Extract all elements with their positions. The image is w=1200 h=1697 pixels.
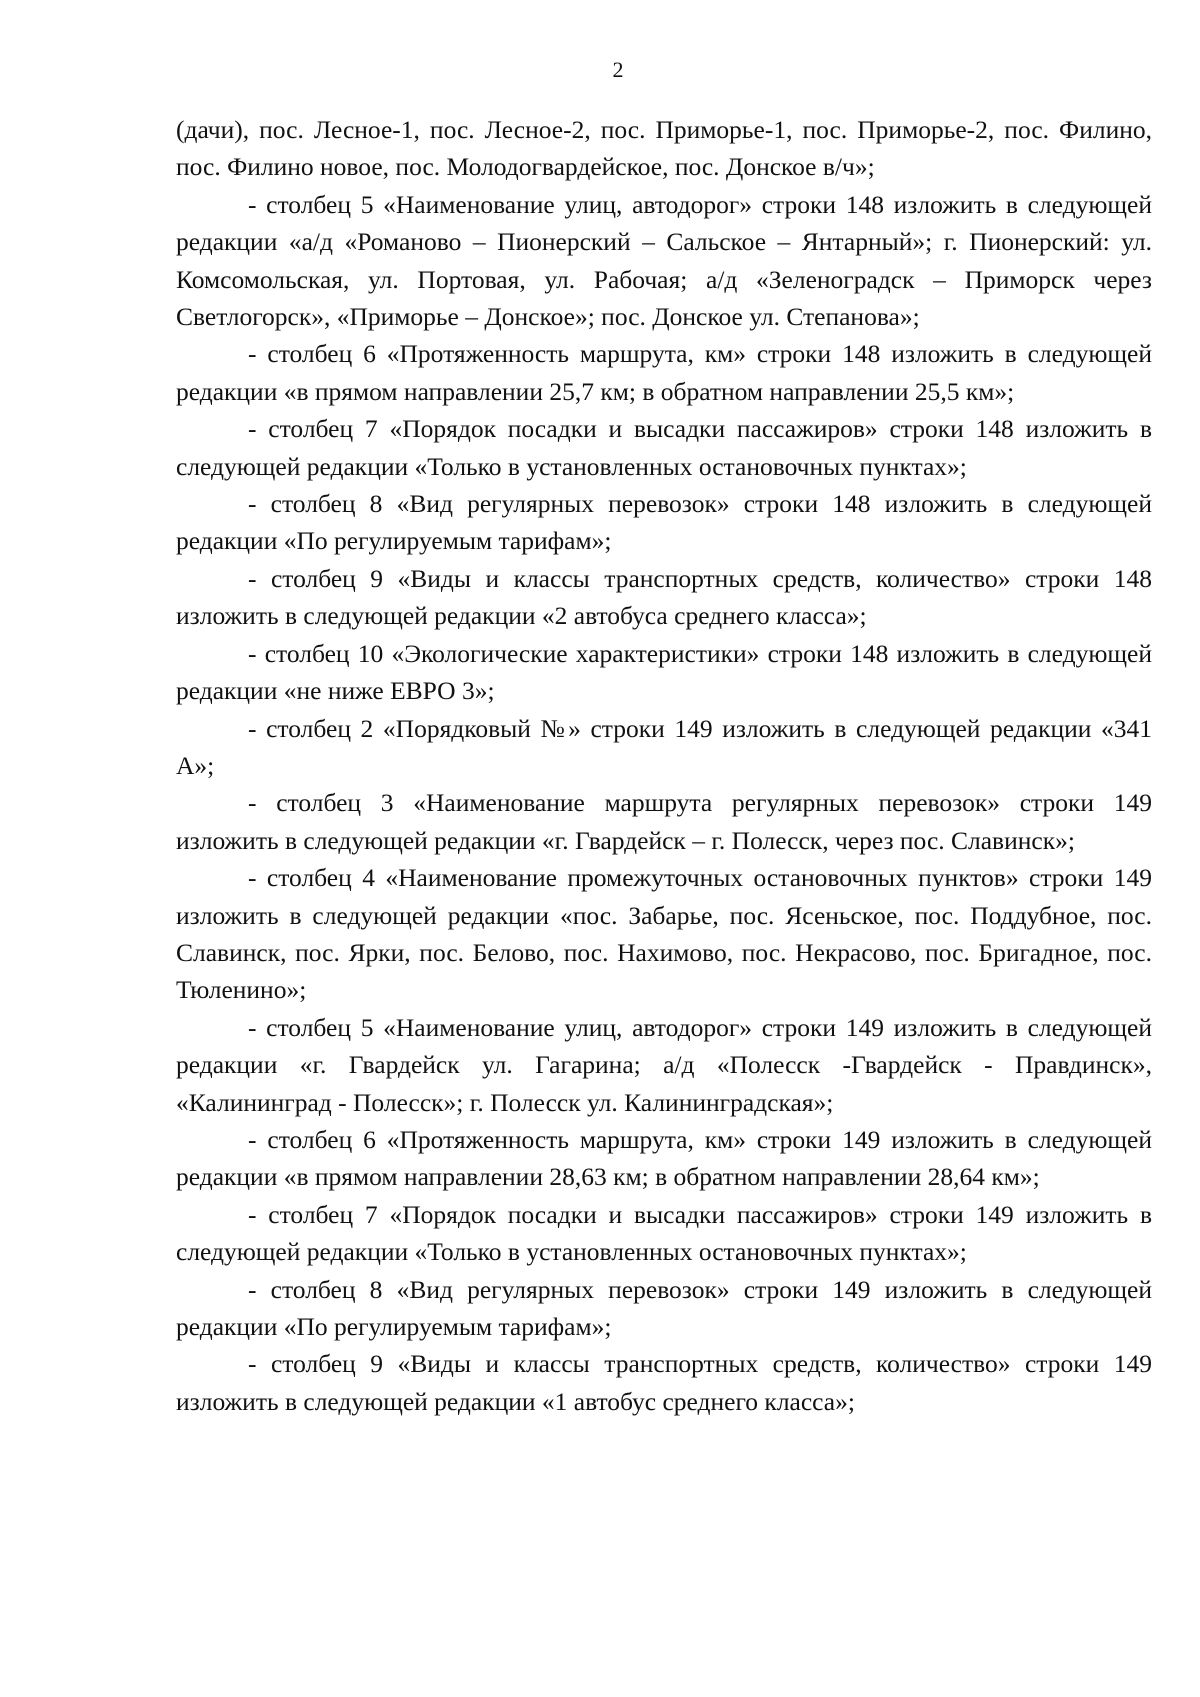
- paragraph: - столбец 7 «Порядок посадки и высадки пассажиров» строки 148 изложить в следующей редакции «Только в установленных остановочных пунктах»;: [176, 414, 1152, 481]
- paragraph: - столбец 7 «Порядок посадки и высадки пассажиров» строки 149 изложить в следующей редакции «Только в установленных остановочных пунктах»;: [176, 1199, 1152, 1267]
- paragraph: - столбец 9 «Виды и классы транспортных средств, количество» строки 149 изложить в следующей редакции «1 автобус среднего класса»;: [176, 1349, 1152, 1416]
- paragraph: - столбец 8 «Вид регулярных перевозок» строки 148 изложить в следующей редакции «По регулируемым тарифам»;: [176, 489, 1152, 556]
- paragraph: - столбец 10 «Экологические характеристики» строки 148 изложить в следующей редакции «не ниже ЕВРО 3»;: [176, 638, 1152, 706]
- paragraph: - столбец 5 «Наименование улиц, автодорог» строки 149 изложить в следующей редакции «г. Гвардейск ул. Гагарина; а/д «Полесск -Гвардейск - Правдинск», «Калининград - Полесск»; г. Полесск ул. Калининградская»;: [176, 1012, 1152, 1117]
- paragraph: - столбец 6 «Протяженность маршрута, км» строки 148 изложить в следующей редакции «в прямом направлении 25,7 км; в обратном направлении 25,5 км»;: [176, 339, 1152, 406]
- document-body: [176, 111, 1152, 1420]
- paragraph: - столбец 4 «Наименование промежуточных остановочных пунктов» строки 149 изложить в следующей редакции «пос. Забарье, пос. Ясеньское, пос. Поддубное, пос. Славинск, пос. Ярки, пос. Белово, пос. Нахимово, пос. Некрасово, пос. Бригадное, пос. Тюленино»;: [176, 863, 1152, 1005]
- paragraph: (дачи), пос. Лесное-1, пос. Лесное-2, пос. Приморье-1, пос. Приморье-2, пос. Филино, пос. Филино новое, пос. Молодогвардейское, пос. Донское в/ч»;: [176, 115, 1152, 182]
- paragraph: - столбец 3 «Наименование маршрута регулярных перевозок» строки 149 изложить в следующей редакции «г. Гвардейск – г. Полесск, через пос. Славинск»;: [176, 788, 1152, 855]
- paragraph: - столбец 8 «Вид регулярных перевозок» строки 149 изложить в следующей редакции «По регулируемым тарифам»;: [176, 1274, 1152, 1341]
- paragraph: - столбец 2 «Порядковый №» строки 149 изложить в следующей редакции «341 А»;: [176, 713, 1152, 780]
- paragraph: - столбец 6 «Протяженность маршрута, км» строки 149 изложить в следующей редакции «в прямом направлении 28,63 км; в обратном направлении 28,64 км»;: [176, 1124, 1152, 1192]
- page-number: 2: [612, 57, 624, 82]
- paragraph: - столбец 5 «Наименование улиц, автодорог» строки 148 изложить в следующей редакции «а/д «Романово – Пионерский – Сальское – Янтарный»; г. Пионерский: ул. Комсомольская, ул. Портовая, ул. Рабочая; а/д «Зеленоградск – Приморск через Светлогорск», «Приморье – Донское»; пос. Донское ул. Степанова»;: [176, 189, 1152, 332]
- paragraph: - столбец 9 «Виды и классы транспортных средств, количество» строки 148 изложить в следующей редакции «2 автобуса среднего класса»;: [176, 563, 1152, 631]
